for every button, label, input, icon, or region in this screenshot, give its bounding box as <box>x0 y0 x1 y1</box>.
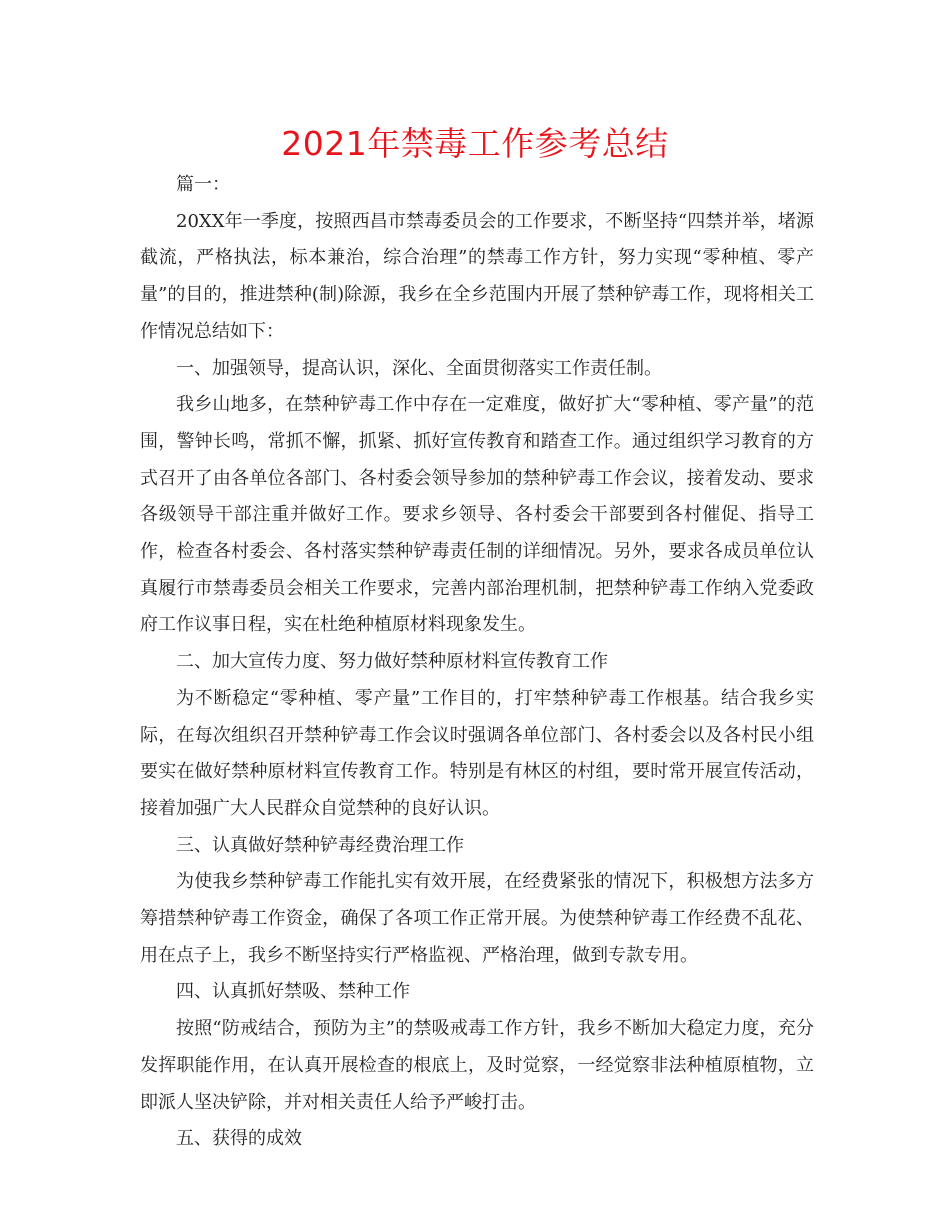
document-title: 2021年禁毒工作参考总结 <box>281 124 669 163</box>
heading-one: 一、加强领导，提高认识，深化、全面贯彻落实工作责任制。 <box>176 357 662 379</box>
paragraph-four: 按照“防戒结合，预防为主”的禁吸戒毒工作方针，我乡不断加大稳定力度，充分发挥职能作用，在认真开展检查的根底上，及时觉察，一经觉察非法种植原植物，立即派人坚决铲除，并对相关责任人给予严峻打击。 <box>140 1018 814 1113</box>
paragraph-two: 为不断稳定“零种植、零产量”工作目的，打牢禁种铲毒工作根基。结合我乡实际，在每次组织召开禁种铲毒工作会议时强调各单位部门、各村委会以及各村民小组要实在做好禁种原材料宣传教育工作。特别是有林区的村组，要时常开展宣传活动，接着加强广大人民群众自觉禁种的良好认识。 <box>140 687 814 819</box>
paragraph-three: 为使我乡禁种铲毒工作能扎实有效开展，在经费紧张的情况下，积极想方法多方筹措禁种铲毒工作资金，确保了各项工作正常开展。为使禁种铲毒工作经费不乱花、用在点子上，我乡不断坚持实行严格监视、严格治理，做到专款专用。 <box>140 871 814 966</box>
intro-paragraph: 20XX年一季度，按照西昌市禁毒委员会的工作要求，不断坚持“四禁并举，堵源截流，严格执法，标本兼治，综合治理”的禁毒工作方针，努力实现“零种植、零产量”的目的，推进禁种(制)除源，我乡在全乡范围内开展了禁种铲毒工作，现将相关工作情况总结如下： <box>140 210 814 342</box>
paragraph-one: 我乡山地多，在禁种铲毒工作中存在一定难度，做好扩大“零种植、零产量”的范围，警钟长鸣，常抓不懈，抓紧、抓好宣传教育和踏查工作。通过组织学习教育的方式召开了由各单位各部门、各村委会领导参加的禁种铲毒工作会议，接着发动、要求各级领导干部注重并做好工作。要求乡领导、各村委会干部要到各村催促、指导工作，检查各村委会、各村落实禁种铲毒责任制的详细情况。另外，要求各成员单位认真履行市禁毒委员会相关工作要求，完善内部治理机制，把禁种铲毒工作纳入党委政府工作议事日程，实在杜绝种植原材料现象发生。 <box>140 394 814 636</box>
document-body <box>140 167 814 1158</box>
heading-four: 四、认真抓好禁吸、禁种工作 <box>176 981 410 1003</box>
heading-two: 二、加大宣传力度、努力做好禁种原材料宣传教育工作 <box>176 651 608 673</box>
heading-three: 三、认真做好禁种铲毒经费治理工作 <box>176 834 464 856</box>
heading-five: 五、获得的成效 <box>176 1128 302 1150</box>
section-label: 篇一： <box>176 174 230 195</box>
